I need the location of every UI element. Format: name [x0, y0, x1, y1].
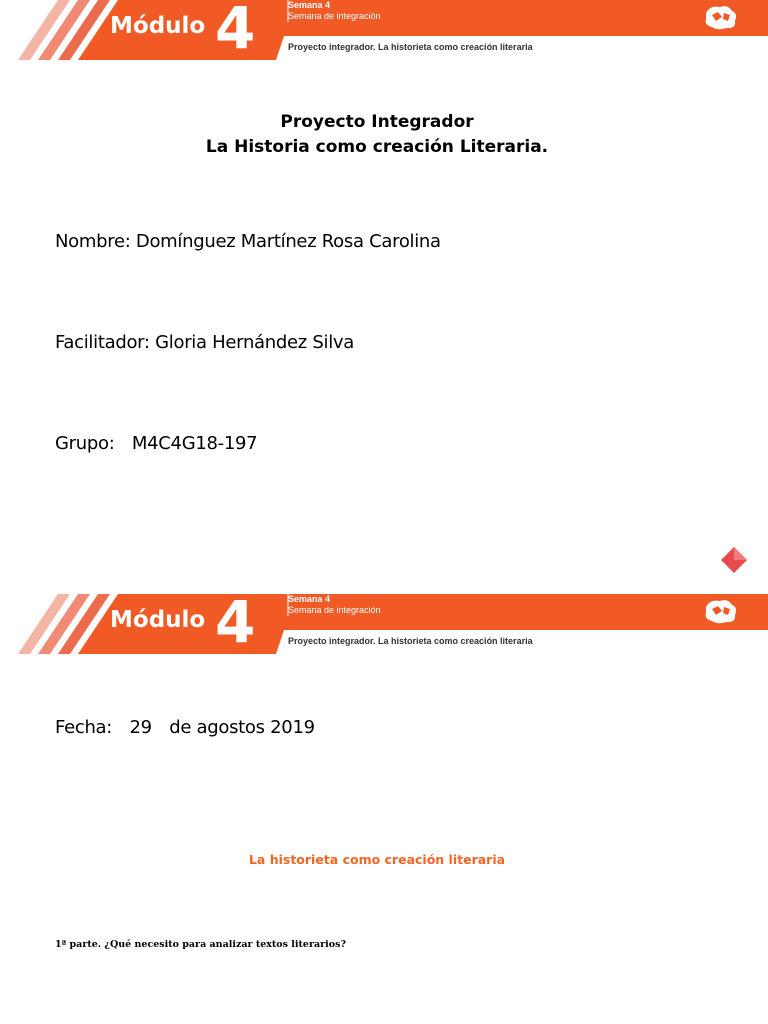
- week-info: [288, 594, 381, 616]
- question-heading: 1ª parte. ¿Qué necesito para analizar textos literarios?: [55, 939, 346, 950]
- topic-label: Proyecto integrador. La historieta como creación literaria: [288, 636, 533, 646]
- nombre-field: [55, 231, 441, 252]
- module-number: 4: [215, 588, 256, 656]
- section-title: La historieta como creación literaria: [248, 852, 506, 867]
- facilitador-label: Facilitador:: [55, 332, 150, 353]
- week-sub-label: Semana de integración: [288, 11, 381, 21]
- grupo-field: [55, 433, 257, 454]
- week-label: Semana 4: [288, 0, 331, 10]
- title-line-2: La Historia como creación Literaria.: [205, 137, 549, 157]
- topic-label: Proyecto integrador. La historieta como creación literaria: [288, 42, 533, 52]
- fecha-label: Fecha:: [55, 717, 113, 738]
- module-banner: [0, 0, 768, 62]
- week-sub-label: Semana de integración: [288, 605, 381, 615]
- title-line-1: Proyecto Integrador: [280, 112, 474, 132]
- week-info: [288, 0, 381, 22]
- prepa-en-linea-logo-icon: [702, 3, 740, 31]
- fecha-field: [55, 717, 315, 738]
- module-number: 4: [215, 0, 256, 62]
- module-banner-page-2: [0, 588, 768, 656]
- week-label: Semana 4: [288, 594, 331, 604]
- module-label: Módulo: [110, 607, 206, 633]
- nombre-label: Nombre:: [55, 231, 131, 252]
- red-diamond-icon: [720, 546, 748, 574]
- facilitador-field: [55, 332, 354, 353]
- document-title: [0, 110, 754, 160]
- facilitador-value: Gloria Hernández Silva: [155, 332, 354, 353]
- fecha-rest: de agostos 2019: [169, 717, 315, 738]
- grupo-value: M4C4G18-197: [131, 433, 258, 454]
- grupo-label: Grupo:: [55, 433, 115, 454]
- fecha-day: 29: [129, 717, 152, 738]
- prepa-en-linea-logo-icon: [702, 597, 740, 625]
- module-label: Módulo: [110, 13, 206, 39]
- nombre-value: Domínguez Martínez Rosa Carolina: [135, 231, 441, 252]
